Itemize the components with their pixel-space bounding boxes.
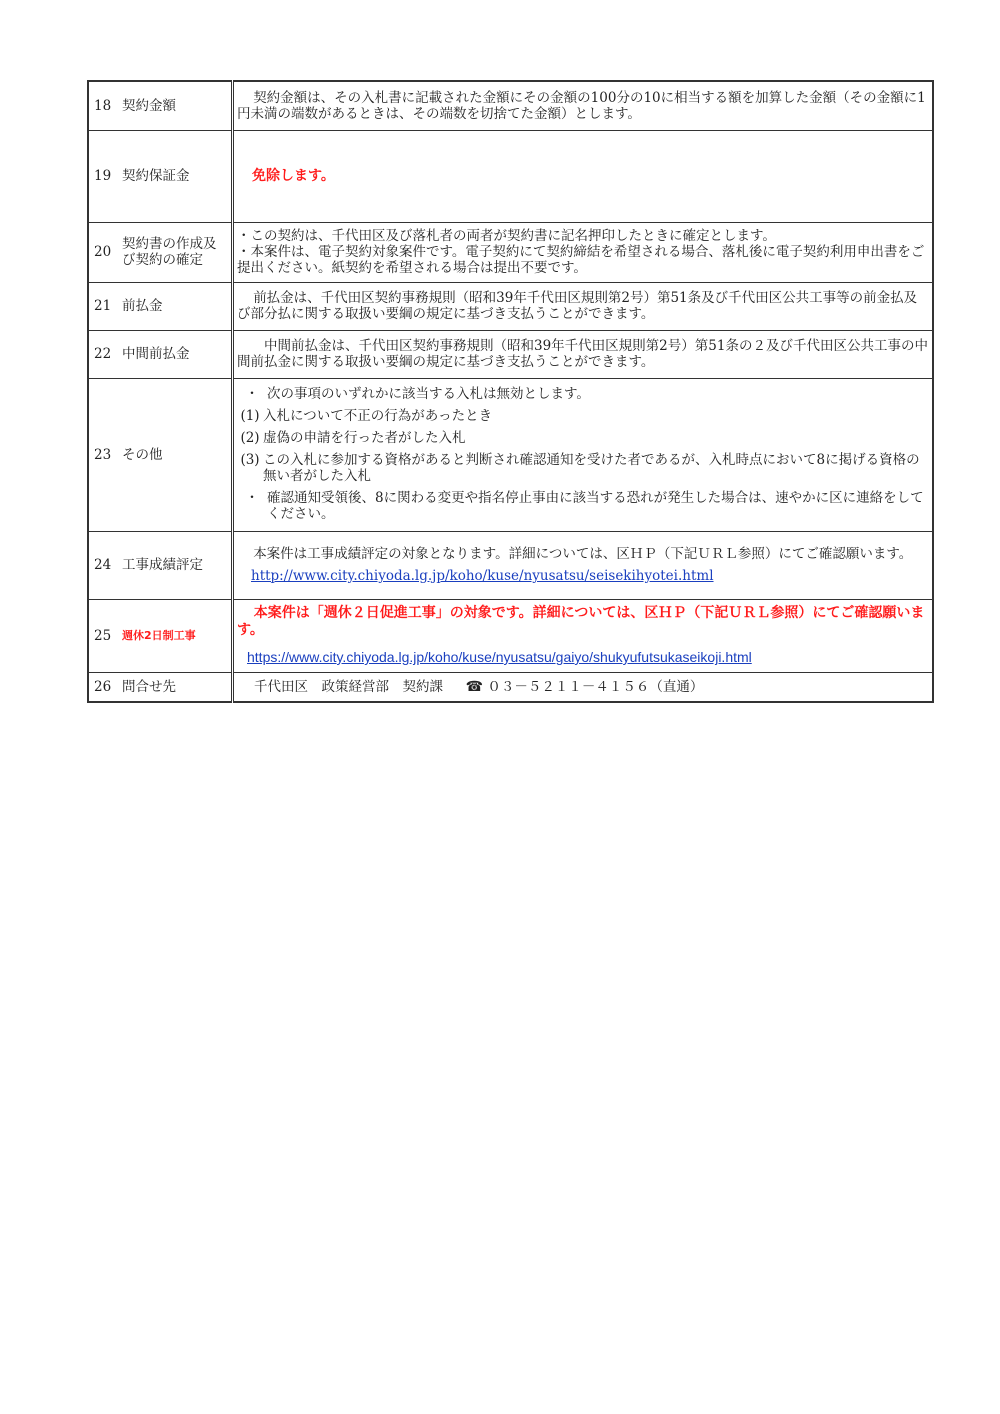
row-title: 中間前払金 xyxy=(122,346,190,362)
deposit-exempt-text: 免除します。 xyxy=(252,168,335,184)
contract-confirm-text: ・この契約は、千代田区及び落札者の両者が契約書に記名押印したときに確定とします。 xyxy=(237,228,776,244)
row-interim-advance-payment xyxy=(88,330,933,378)
contract-amount-text: 契約金額は、その入札書に記載された金額にその金額の100分の10に相当する額を加算した金額（その金額に1円未満の端数があるときは、その端数を切捨てた金額）とします。 xyxy=(237,89,926,122)
row-title: その他 xyxy=(122,446,163,463)
interim-advance-text: 中間前払金は、千代田区契約事務規則（昭和39年千代田区規則第2号）第51条の２及び千代田区公共工事の中間前払金に関する取扱い要綱の規定に基づき支払うことができます。 xyxy=(237,338,928,370)
row-number: 20 xyxy=(94,244,112,260)
row-title: 契約金額 xyxy=(122,97,176,114)
list-number: (3) xyxy=(240,451,260,468)
row-contract-document xyxy=(88,222,933,282)
list-item xyxy=(237,386,929,402)
row-title: 週休2日制工事 xyxy=(122,628,196,642)
list-item-text: 虚偽の申請を行った者がした入札 xyxy=(263,429,466,446)
row-contact xyxy=(88,672,933,702)
electronic-contract-text: ・本案件は、電子契約対象案件です。電子契約にて契約締結を希望される場合、落札後に電子契約利用申出書をご提出ください。紙契約を希望される場合は提出不要です。 xyxy=(237,244,925,276)
row-number: 22 xyxy=(94,346,112,362)
row-title: 契約保証金 xyxy=(122,168,190,184)
list-item xyxy=(237,430,929,446)
bullet-mark: ・ xyxy=(245,489,259,506)
row-other xyxy=(88,378,933,531)
list-item-text: 次の事項のいずれかに該当する入札は無効とします。 xyxy=(267,385,590,402)
list-item xyxy=(237,408,929,424)
row-two-day-weekend-work xyxy=(88,599,933,672)
row-title: 前払金 xyxy=(122,298,163,314)
two-day-weekend-url-link[interactable]: https://www.city.chiyoda.lg.jp/koho/kuse/nyusatsu/gaiyo/shukyufutsukaseikoji.html xyxy=(247,649,752,665)
row-number: 18 xyxy=(94,97,112,114)
advance-payment-text: 前払金は、千代田区契約事務規則（昭和39年千代田区規則第2号）第51条及び千代田区公共工事等の前金払及び部分払に関する取扱い要綱の規定に基づき支払うことができます。 xyxy=(237,290,918,322)
row-number: 19 xyxy=(94,168,112,184)
list-number: (1) xyxy=(240,407,260,424)
bullet-mark: ・ xyxy=(245,385,259,402)
row-contract-amount xyxy=(88,81,933,130)
row-title: 問合せ先 xyxy=(122,678,176,695)
list-number: (2) xyxy=(240,429,260,446)
contact-department: 千代田区 政策経営部 契約課 xyxy=(254,678,443,695)
contract-conditions-table xyxy=(87,80,934,703)
list-item-text: 確認通知受領後、8に関わる変更や指名停止事由に該当する恐れが発生した場合は、速やかに区に連絡をしてください。 xyxy=(267,489,924,522)
phone-icon: ☎ xyxy=(465,678,484,695)
two-day-weekend-text: 本案件は「週休２日促進工事」の対象です。詳細については、区ＨＰ（下記ＵＲＬ参照）にてご確認願います。 xyxy=(237,605,925,638)
row-title: 契約書の作成及び契約の確定 xyxy=(122,236,217,268)
evaluation-url-link[interactable]: http://www.city.chiyoda.lg.jp/koho/kuse/nyusatsu/seisekihyotei.html xyxy=(251,568,714,584)
row-number: 24 xyxy=(94,557,112,573)
list-item-text: 入札について不正の行為があったとき xyxy=(263,407,493,424)
list-item-text: この入札に参加する資格があると判断され確認通知を受けた者であるが、入札時点において8に掲げる資格の無い者がした入札 xyxy=(263,451,920,484)
row-advance-payment xyxy=(88,282,933,330)
row-number: 21 xyxy=(94,298,112,314)
row-contract-deposit xyxy=(88,130,933,222)
row-title: 工事成績評定 xyxy=(122,557,203,573)
row-number: 23 xyxy=(94,446,112,463)
list-item xyxy=(237,490,929,522)
row-number: 26 xyxy=(94,678,112,695)
row-performance-evaluation xyxy=(88,531,933,599)
list-item xyxy=(237,452,929,484)
evaluation-text: 本案件は工事成績評定の対象となります。詳細については、区ＨＰ（下記ＵＲＬ参照）にてご確認願います。 xyxy=(253,546,913,562)
row-number: 25 xyxy=(94,627,112,644)
contact-phone: ０３－５２１１－４１５６（直通） xyxy=(487,678,704,695)
